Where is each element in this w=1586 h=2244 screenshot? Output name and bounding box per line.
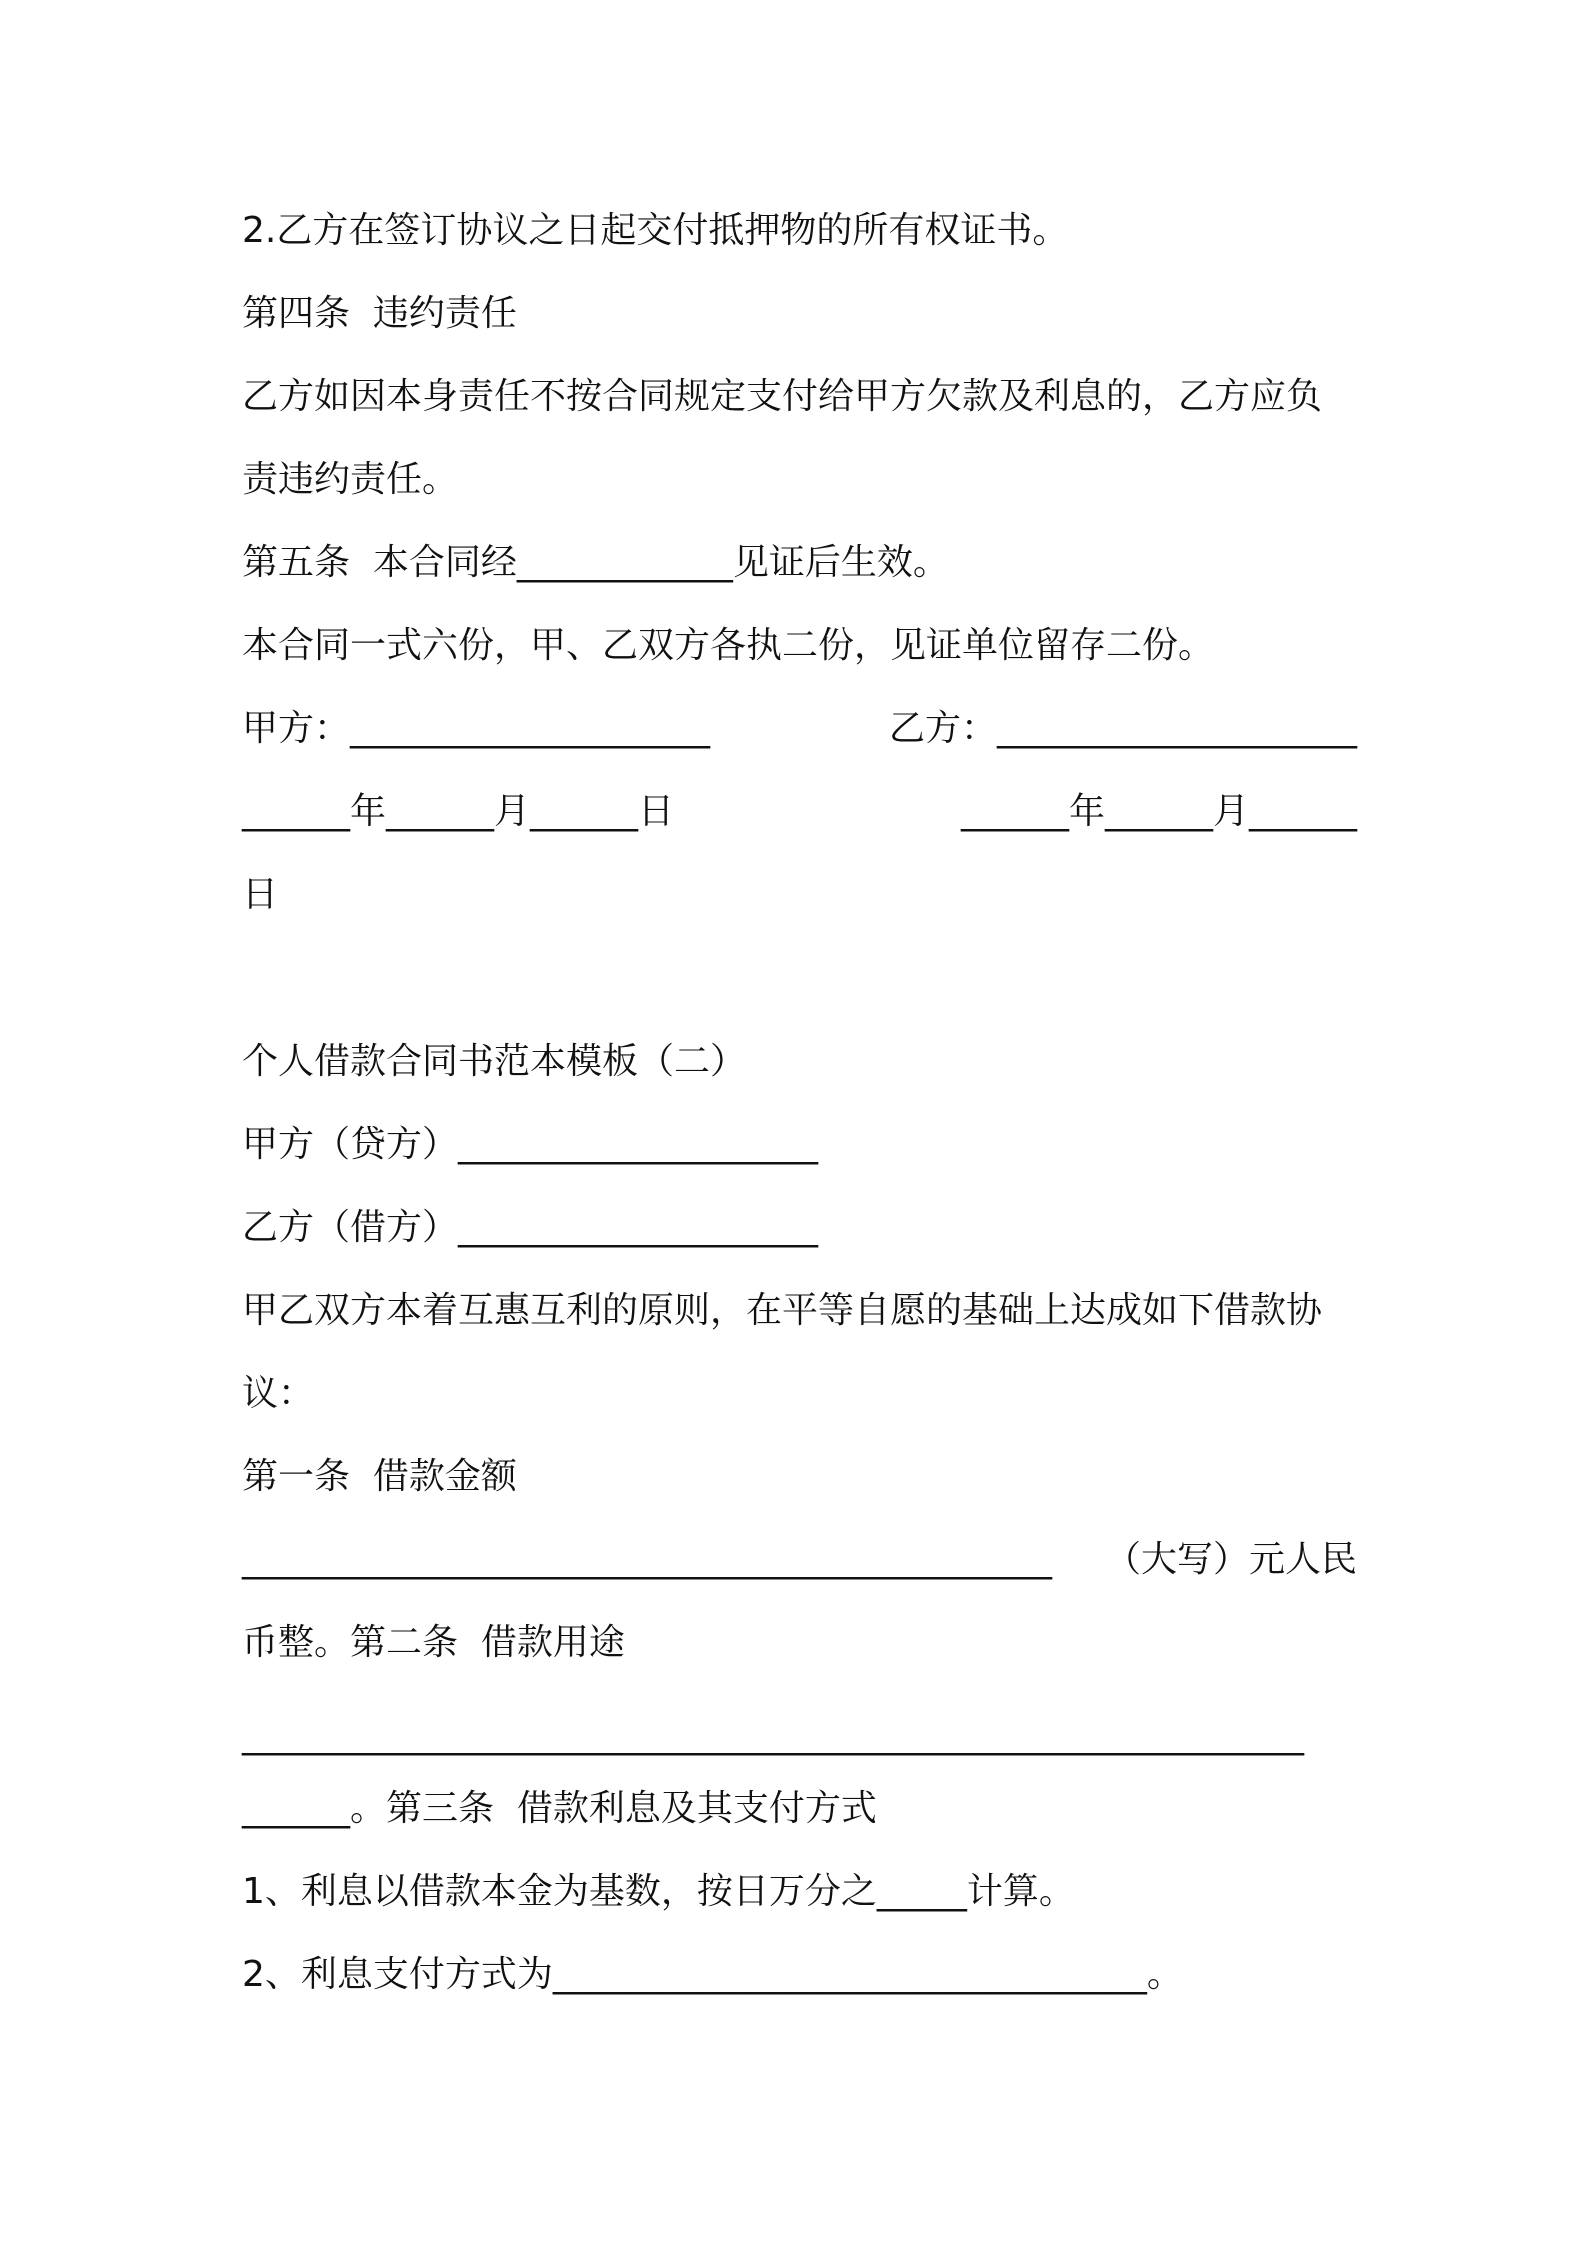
clause-text: 币整。第二条 借款用途 xyxy=(242,1622,625,1663)
party-b-date-day: 日 xyxy=(242,874,279,915)
signature-row xyxy=(242,707,1357,751)
amount-suffix: （大写）元人民 xyxy=(1104,1539,1357,1580)
amount-row xyxy=(242,1538,1357,1582)
date-row xyxy=(242,790,1357,834)
clause-text: 本合同一式六份，甲、乙双方各执二份，见证单位留存二份。 xyxy=(242,625,1215,666)
intro-text: 甲乙双方本着互惠互利的原则，在平等自愿的基础上达成如下借款协 xyxy=(242,1290,1323,1331)
clause-text: 2、利息支付方式为_________________________________。 xyxy=(242,1954,1183,1995)
article-heading: 第一条 借款金额 xyxy=(242,1456,517,1497)
party-a-signature: 甲方：____________________ xyxy=(242,708,711,749)
intro-text: 议： xyxy=(242,1373,315,1414)
article-heading: 第五条 本合同经____________见证后生效。 xyxy=(242,542,949,583)
amount-blank: _____________________________________________ xyxy=(242,1539,1052,1580)
article-heading: 第四条 违约责任 xyxy=(242,293,517,334)
clause-text: 1、利息以借款本金为基数，按日万分之_____计算。 xyxy=(242,1871,1075,1912)
clause-text: 2.乙方在签订协议之日起交付抵押物的所有权证书。 xyxy=(242,210,1069,251)
section-title: 个人借款合同书范本模板（二） xyxy=(242,1041,747,1082)
clause-text: 乙方如因本身责任不按合同规定支付给甲方欠款及利息的，乙方应负 xyxy=(242,376,1323,417)
party-b-signature: 乙方：____________________ xyxy=(888,708,1357,749)
clause-text: ______。第三条 借款利息及其支付方式 xyxy=(242,1788,877,1829)
purpose-blank: ___________________________________________________________ xyxy=(242,1715,1304,1756)
party-a-date: ______年______月______日 xyxy=(242,791,674,832)
clause-text: 责违约责任。 xyxy=(242,459,459,500)
party-b-date: ______年______月______ xyxy=(961,791,1357,832)
lender-field: 甲方（贷方）____________________ xyxy=(242,1124,819,1165)
borrower-field: 乙方（借方）____________________ xyxy=(242,1207,819,1248)
